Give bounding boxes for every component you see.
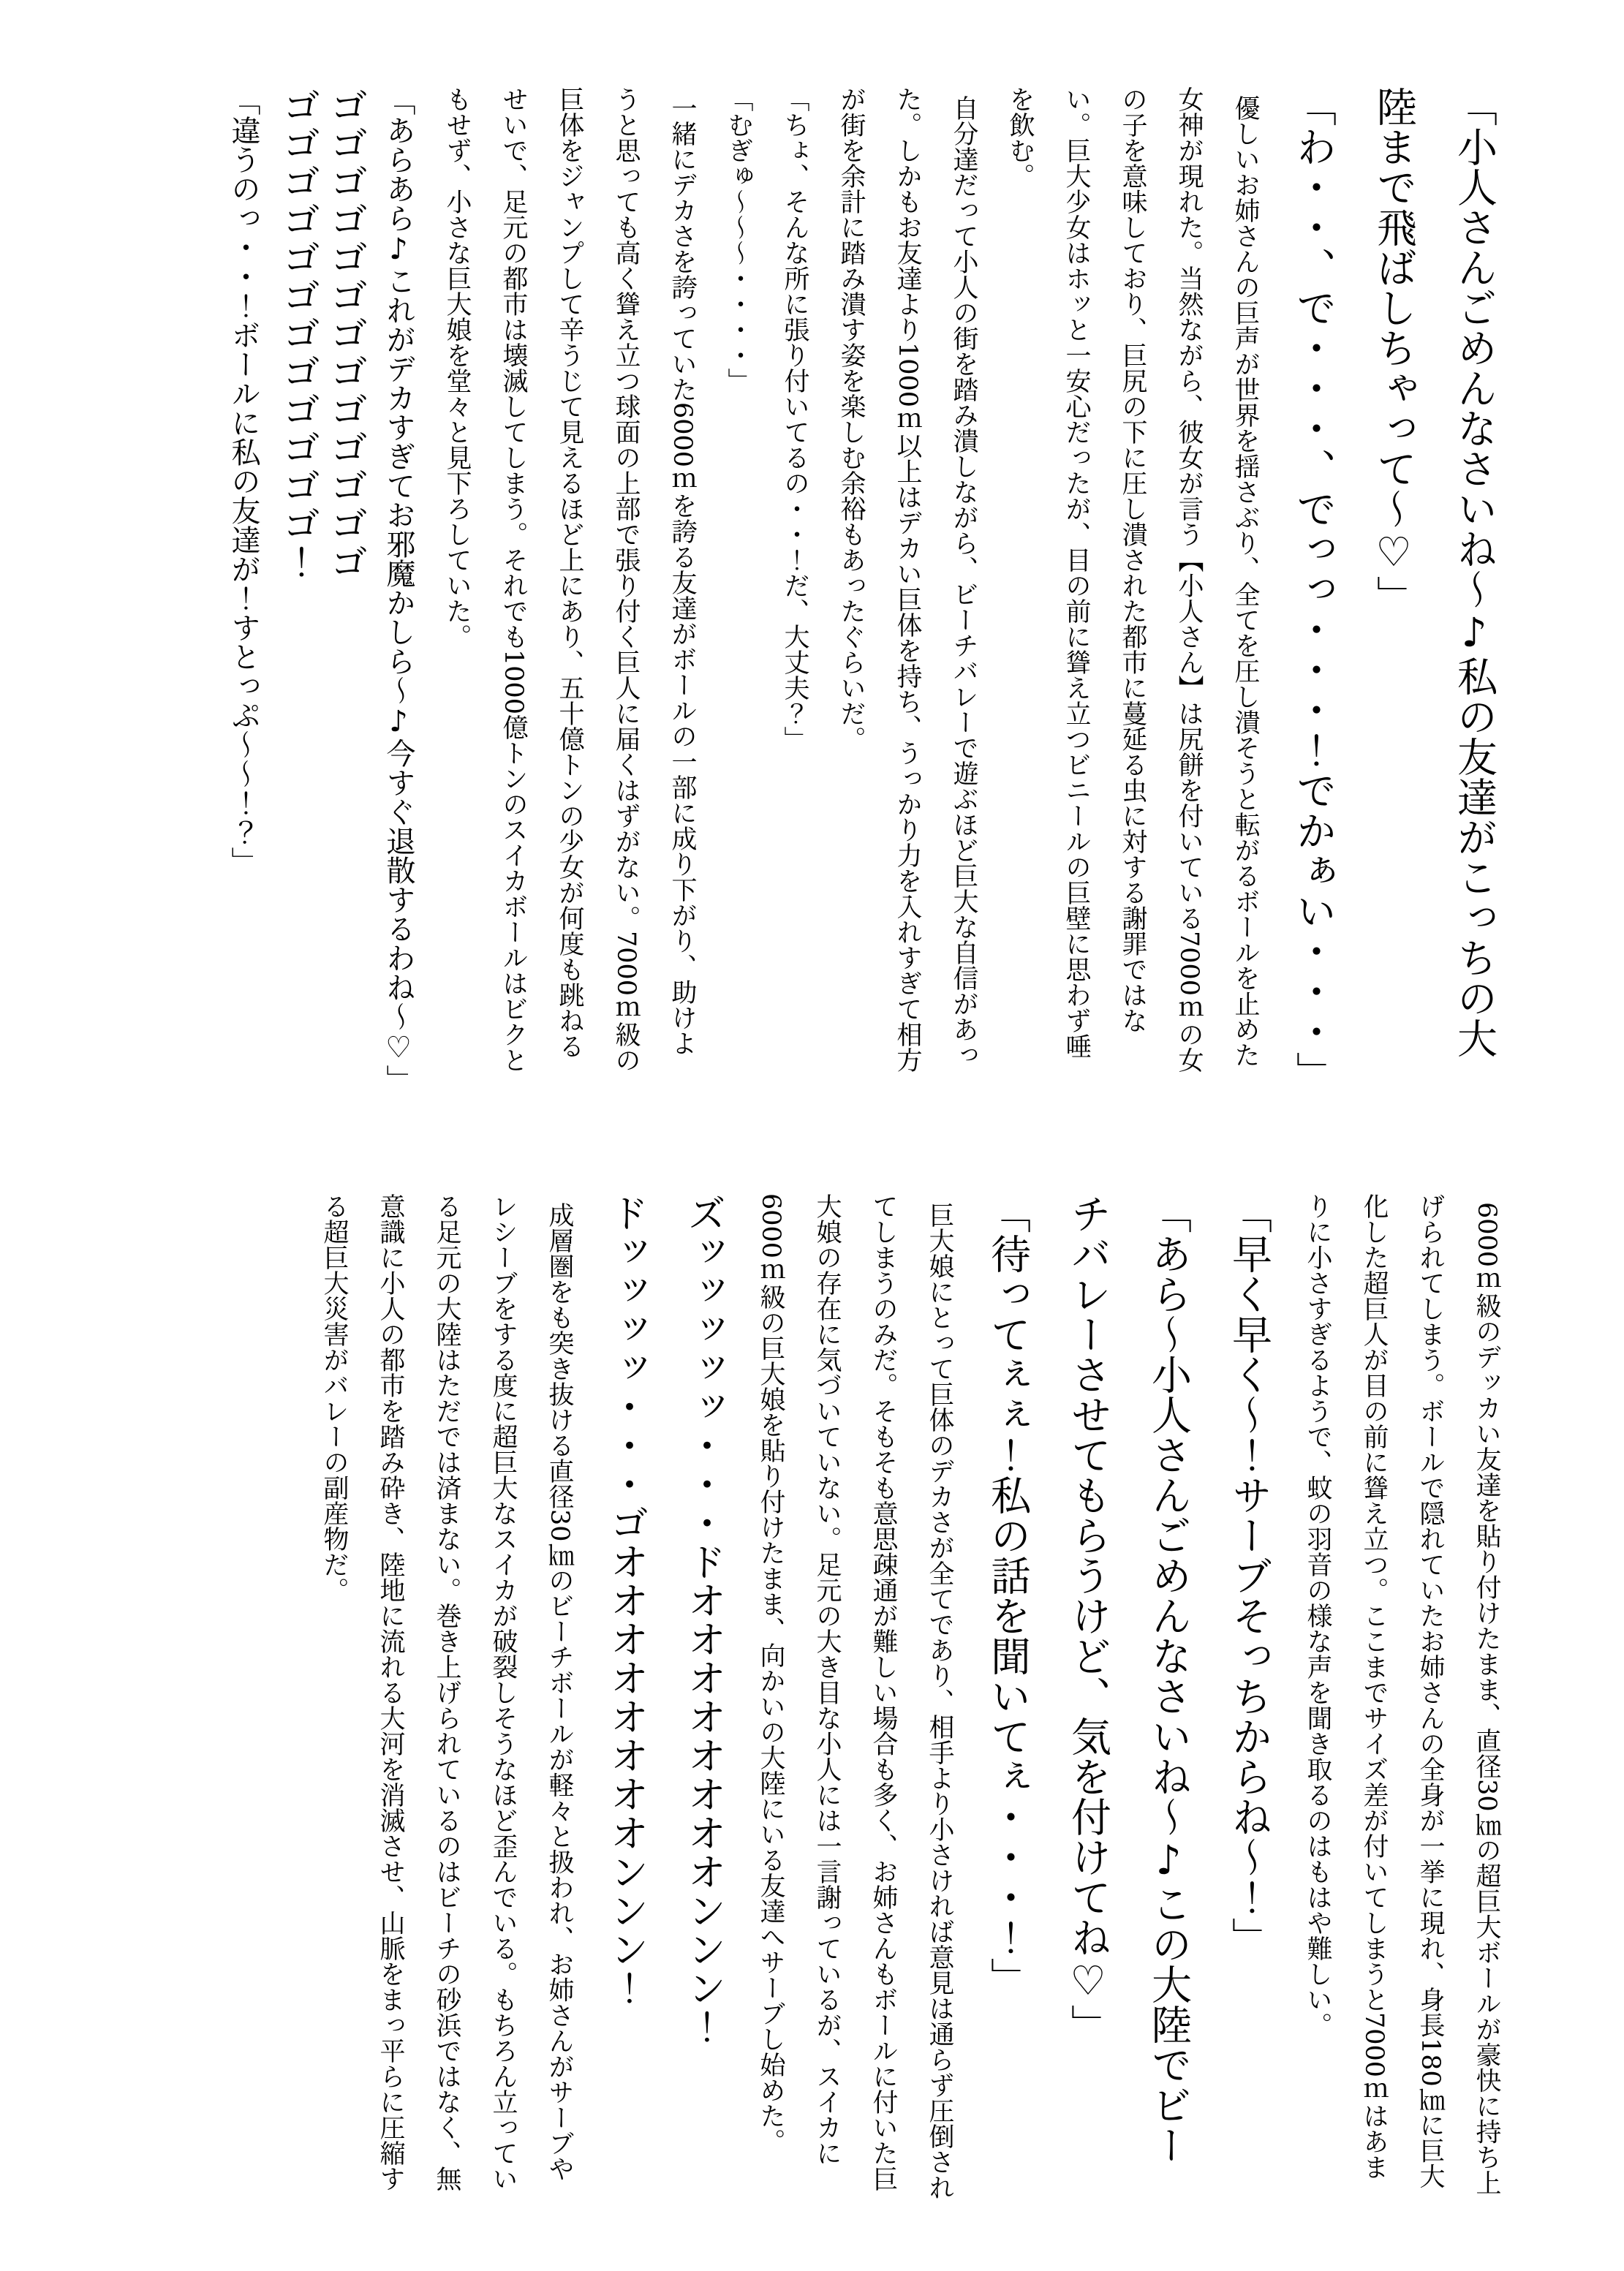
narration-paragraph: 自分達だって小人の街を踏み潰しながら、ビーチバレーで遊ぶほど巨大な自信があった。しかもお友達より1000ｍ以上はデカい巨体を持ち、うっかり力を入れすぎて相方が街を余計に踏み潰す姿を楽しむ余裕もあったぐらいだ。	[836, 86, 978, 1073]
narration-paragraph: 巨大娘にとって巨体のデカさが全てであり、相手より小さければ意見は通らず圧倒されてしまうのみだ。そもそも意思疎通が難しい場合も多く、お姉さんもボールに付いた巨大娘の存在に気づいていない。足元の大き目な小人には一言謝っているが、スイカに6000ｍ級の巨大娘を貼り付けたまま、向かいの大陸にいる友達へサーブし始めた。	[756, 1193, 954, 2200]
dialogue-line: 「あら～小人さんごめんなさいね～♪この大陸でビーチバレーさせてもらうけど、気を付けてね♡」	[1065, 1193, 1192, 2165]
dialogue-line: 「あらあら♪これがデカすぎてお邪魔かしら～♪今すぐ退散するわね～♡」	[382, 86, 415, 1094]
dialogue-line: 「わ・・、で・・・、でっっ・・・！でかぁい・・・」	[1290, 86, 1337, 1092]
sfx-line: ゴゴゴゴゴゴゴゴゴゴゴゴゴゴゴゴゴゴゴゴゴゴゴゴゴ！	[276, 86, 367, 581]
narration-paragraph: 成層圏をも突き抜ける直径30㎞のビーチボールが軽々と扱われ、お姉さんがサーブやレシーブをする度に超巨大なスイカが破裂しそうなほど歪んでいる。もちろん立っている足元の大陸はただでは済まない。巻き上げられているのはビーチの砂浜ではなく、無意識に小人の都市を踏み砕き、陸地に流れる大河を消滅させ、山脈をまっ平らに圧縮する超巨大災害がバレーの副産物だ。	[320, 1193, 574, 2191]
dialogue-line: 「ちょ、そんな所に張り付いてるの・・！だ、大丈夫？」	[780, 86, 809, 752]
sfx-line: ズッッッッッ・・・ドオオオオオオオオンンン！	[681, 1193, 726, 2046]
bottom-text-section	[306, 1193, 1514, 2202]
top-text-section	[214, 86, 1514, 1094]
narration-paragraph: 一緒にデカさを誇っていた6000ｍを誇る友達がボールの一部に成り下がり、助けようと思っても高く聳え立つ球面の上部で張り付く巨人に届くはずがない。7000ｍ級の巨体をジャンプして辛うじて見えるほど上にあり、五十億トンの少女が何度も跳ねるせいで、足元の都市は壊滅してしまう。それでも1000億トンのスイカボールはビクともせず、小さな巨大娘を堂々と見下ろしていた。	[442, 86, 697, 1073]
dialogue-line: 「早く早く～！サーブそっちからね～！」	[1225, 1193, 1272, 1957]
dialogue-line: 「待ってぇぇ！私の話を聞いてぇ・・・！」	[984, 1193, 1031, 1998]
dialogue-line: 「違うのっ・・！ボールに私の友達が！すとっぷ～～！？」	[227, 86, 260, 876]
narration-paragraph: 6000ｍ級のデッカい友達を貼り付けたまま、直径30㎞の超巨大ボールが豪快に持ち上げられてしまう。ボールで隠れていたお姉さんの全身が一挙に現れ、身長180㎞に巨大化した超巨人が目の前に聳え立つ。ここまでサイズ差が付いてしまうと7000ｍはあまりに小さすぎるようで、蚊の羽音の様な声を聞き取るのはもはや難しい。	[1303, 1193, 1501, 2196]
dialogue-line: 「むぎゅ～～～・・・・」	[724, 86, 753, 393]
narration-paragraph: 優しいお姉さんの巨声が世界を揺さぶり、全てを圧し潰そうと転がるボールを止めた女神が現れた。当然ながら、彼女が言う【小人さん】は尻餅を付いている7000ｍの女の子を意味しており、巨尻の下に圧し潰された都市に蔓延る虫に対する謝罪ではない。巨大少女はホッと一安心だったが、目の前に聳え立つビニールの巨壁に思わず唾を飲む。	[1005, 86, 1260, 1073]
dialogue-line: 「小人さんごめんなさいね～♪私の友達がこっちの大陸まで飛ばしちゃって～♡」	[1370, 86, 1498, 1058]
sfx-line: ドッッッッ・・・ゴオオオオオオオオンンン！	[604, 1193, 649, 2007]
